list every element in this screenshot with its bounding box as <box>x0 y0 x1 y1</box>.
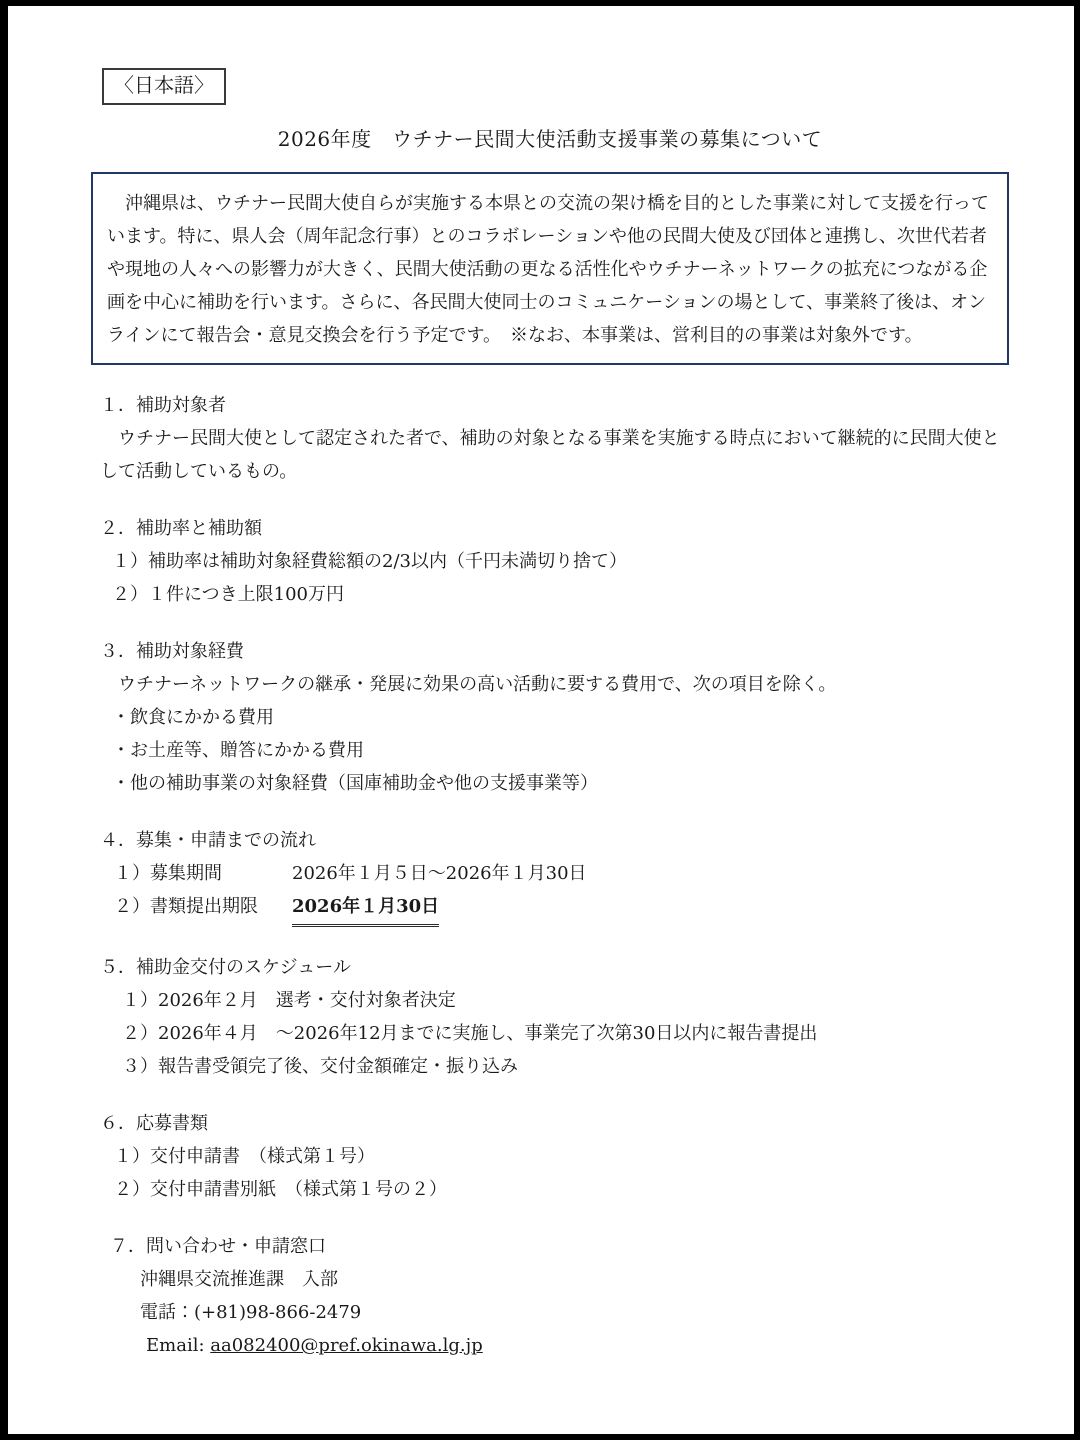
section-heading: ２．補助率と補助額 <box>100 518 262 539</box>
section-heading: ５．補助金交付のスケジュール <box>100 957 351 978</box>
application-period-row <box>114 857 1000 890</box>
section-heading: ６．応募書類 <box>100 1113 208 1134</box>
section-grant-schedule <box>100 951 1000 1083</box>
email-link[interactable]: aa082400@pref.okinawa.lg.jp <box>210 1335 483 1356</box>
section-contact <box>100 1230 1000 1362</box>
page-title: 2026年度 ウチナー民間大使活動支援事業の募集について <box>277 127 823 151</box>
section-eligible-recipients <box>100 389 1000 488</box>
document-content <box>8 6 1070 1362</box>
section-application-documents <box>100 1107 1000 1206</box>
list-item: ３）報告書受領完了後、交付金額確定・振り込み <box>122 1056 518 1077</box>
row-label: ２）書類提出期限 <box>114 896 258 917</box>
language-tag-box <box>102 68 226 105</box>
contact-phone: 電話：(+81)98-866-2479 <box>140 1302 362 1323</box>
document-deadline-value: 2026年１月30日 <box>292 890 439 927</box>
row-label: １）募集期間 <box>114 863 222 884</box>
bullet-item: ・お土産等、贈答にかかる費用 <box>112 740 364 761</box>
bullet-item: ・飲食にかかる費用 <box>112 707 274 728</box>
language-tag-label: 〈日本語〉 <box>114 73 214 97</box>
list-item: ２）2026年４月 ～2026年12月までに実施し、事業完了次第30日以内に報告書提出 <box>122 1023 818 1044</box>
section-subsidy-rate <box>100 512 1000 611</box>
document-deadline-row <box>114 890 1000 927</box>
section-heading: ３．補助対象経費 <box>100 641 244 662</box>
list-item: ２）交付申請書別紙 （様式第１号の２） <box>114 1179 447 1200</box>
email-label: Email: <box>146 1335 211 1356</box>
list-item: ２）１件につき上限100万円 <box>112 584 344 605</box>
list-item: １）補助率は補助対象経費総額の2/3以内（千円未満切り捨て） <box>112 551 627 572</box>
section-heading: ７．問い合わせ・申請窓口 <box>110 1236 326 1257</box>
list-item: １）交付申請書 （様式第１号） <box>114 1146 375 1167</box>
application-period-value: 2026年１月５日～2026年１月30日 <box>292 863 587 884</box>
section-heading: １．補助対象者 <box>100 395 226 416</box>
contact-email-line <box>146 1329 1000 1362</box>
section-application-flow <box>100 824 1000 927</box>
section-eligible-expenses <box>100 635 1000 800</box>
contact-office: 沖縄県交流推進課 入部 <box>140 1269 338 1290</box>
section-body: ウチナー民間大使として認定された者で、補助の対象となる事業を実施する時点において継続的に民間大使として活動しているもの。 <box>100 428 1000 482</box>
bullet-item: ・他の補助事業の対象経費（国庫補助金や他の支援事業等） <box>112 773 598 794</box>
intro-paragraph: 沖縄県は、ウチナー民間大使自らが実施する本県との交流の架け橋を目的とした事業に対して支援を行っています。特に、県人会（周年記念行事）とのコラボレーションや他の民間大使及び団体と連携し、次世代若者や現地の人々への影響力が大きく、民間大使活動の更なる活性化やウチナーネットワークの拡充につながる企画を中心に補助を行います。さらに、各民間大使同士のコミュニケーションの場として、事業終了後は、オンラインにて報告会・意見交換会を行う予定です。 ※なお、本事業は、営利目的の事業は対象外です。 <box>107 193 989 346</box>
intro-summary-box <box>91 172 1009 365</box>
section-heading: ４．募集・申請までの流れ <box>100 830 316 851</box>
list-item: １）2026年２月 選考・交付対象者決定 <box>122 990 456 1011</box>
section-body: ウチナーネットワークの継承・発展に効果の高い活動に要する費用で、次の項目を除く。 <box>100 674 837 695</box>
